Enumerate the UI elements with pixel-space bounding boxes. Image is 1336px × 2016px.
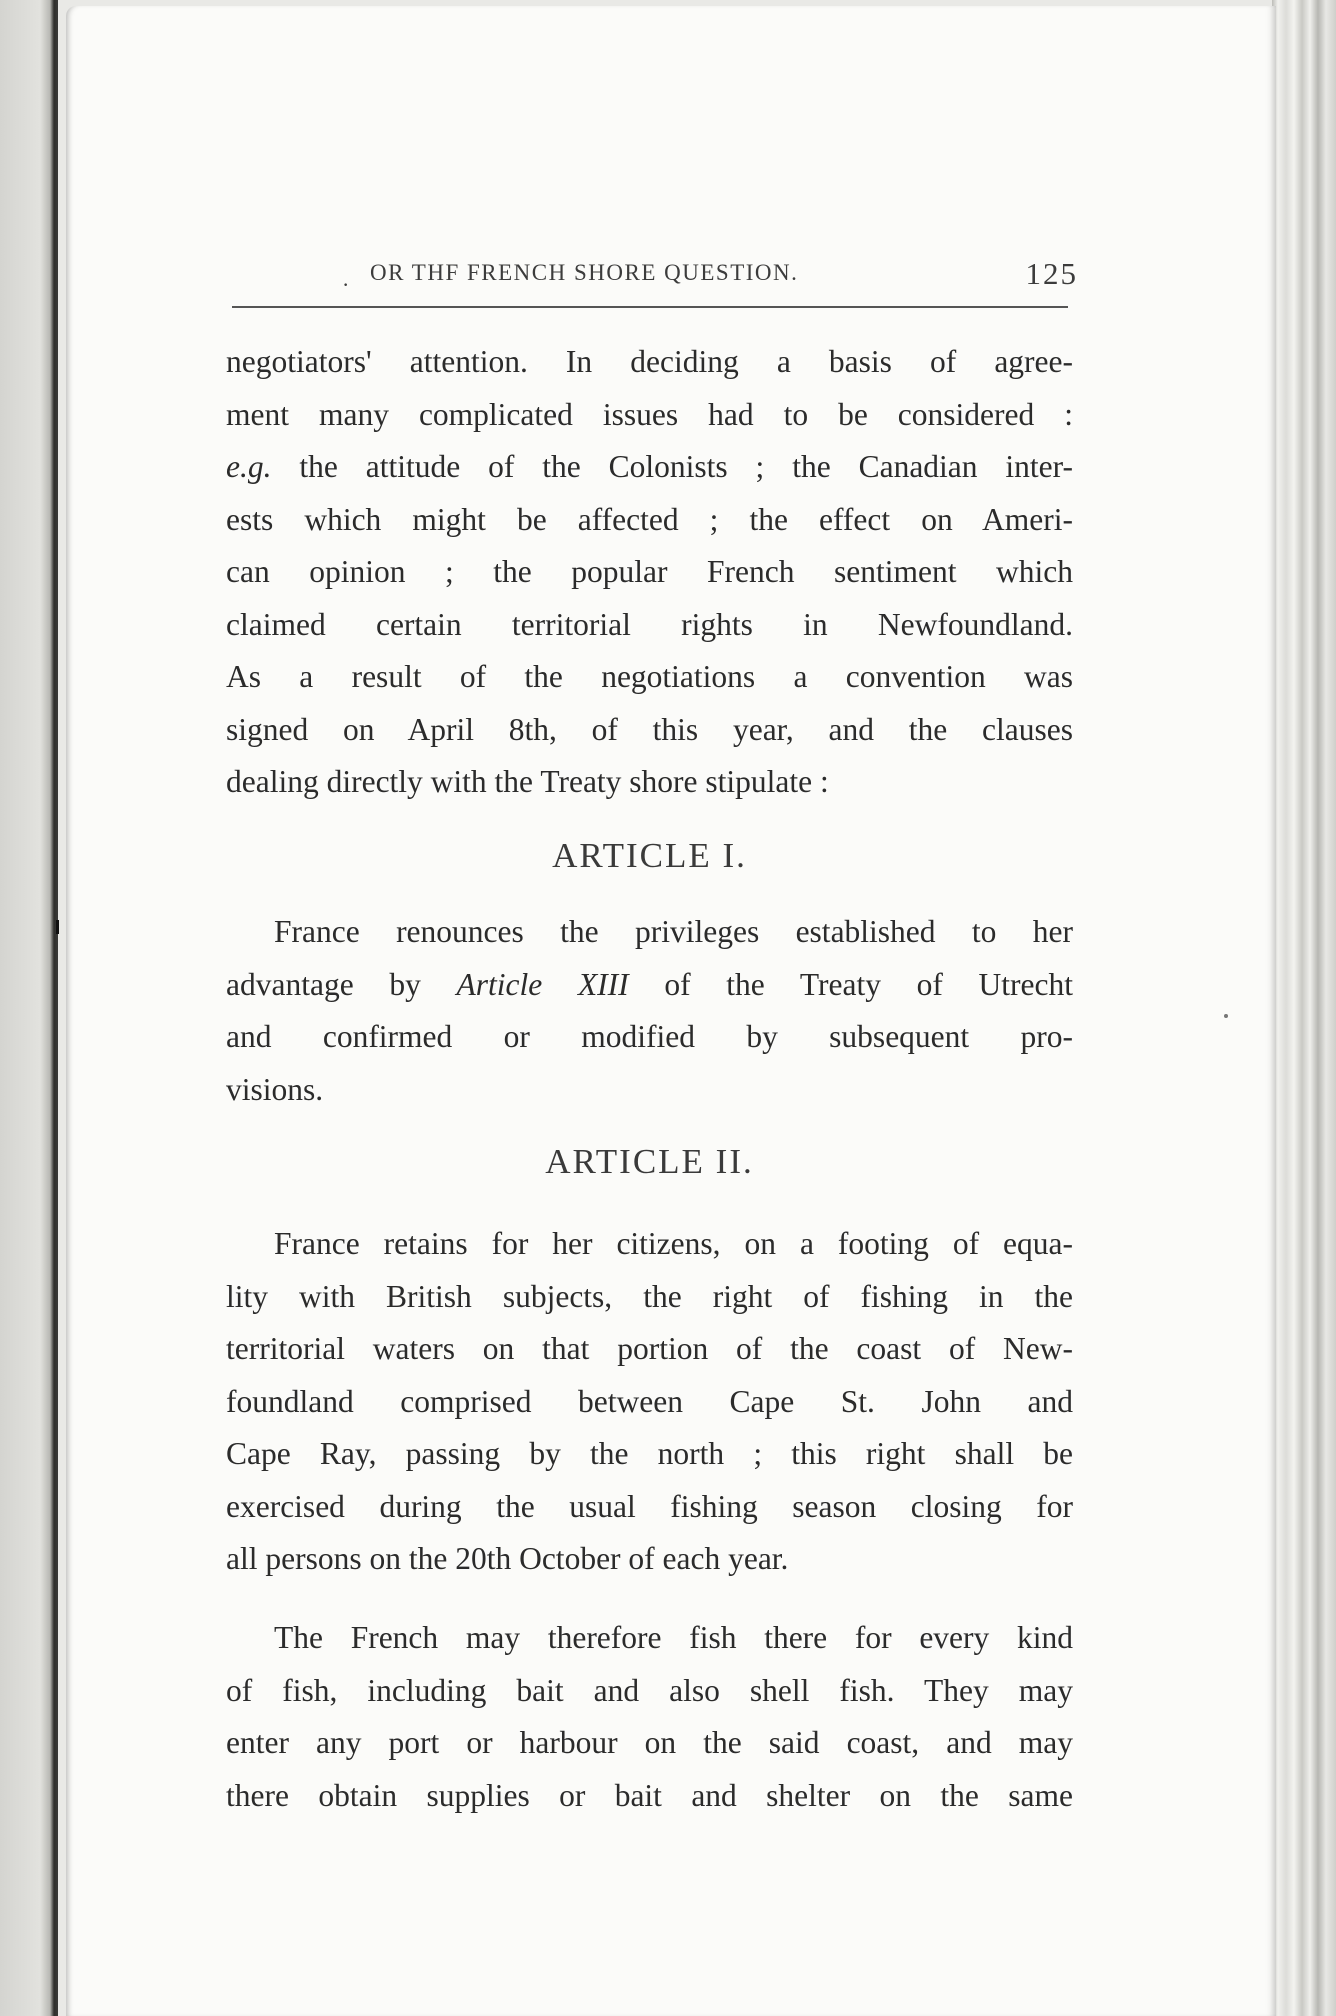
text-line: and confirmed or modified by subsequent pro-: [226, 1019, 1073, 1054]
paragraph-intro: [226, 336, 1073, 809]
paragraph-french-fishing: [226, 1612, 1073, 1822]
text-line: The French may therefore fish there for every kind: [274, 1620, 1073, 1655]
text-line-rest: the attitude of the Colonists ; the Canadian inter-: [299, 449, 1073, 484]
text-line: ment many complicated issues had to be considered :: [226, 396, 1073, 432]
article-2-body: [226, 1218, 1073, 1586]
article-1-body: [226, 906, 1073, 1116]
text-line: ests which might be affected ; the effect on Ameri-: [226, 501, 1073, 537]
text-line: As a result of the negotiations a convention was: [226, 659, 1073, 694]
text-line: signed on April 8th, of this year, and the clauses: [226, 711, 1073, 747]
page-header: [230, 258, 1080, 298]
text-line: visions.: [226, 1071, 324, 1107]
page-stack-right: [1272, 0, 1336, 2016]
eg-abbreviation: e.g.: [226, 449, 272, 484]
text-line: exercised during the usual fishing season closing for: [226, 1488, 1073, 1524]
binding-mark: [56, 920, 59, 934]
article-1-heading: ARTICLE I.: [552, 836, 747, 875]
page-number: 125: [1025, 256, 1078, 291]
running-head: OR THF FRENCH SHORE QUESTION.: [370, 260, 799, 285]
header-dot: ·: [342, 272, 350, 297]
text-line: dealing directly with the Treaty shore stipulate :: [226, 764, 829, 799]
text-line: foundland comprised between Cape St. John and: [226, 1383, 1073, 1419]
header-rule: [232, 306, 1068, 308]
text-line: negotiators' attention. In deciding a basis of agree-: [226, 344, 1073, 379]
text-line: [226, 959, 1073, 1012]
text-line: [226, 441, 1073, 494]
text-line: of fish, including bait and also shell fish. They may: [226, 1672, 1073, 1708]
text-line: lity with British subjects, the right of fishing in the: [226, 1278, 1073, 1314]
text-line: claimed certain territorial rights in Newfoundland.: [226, 606, 1073, 642]
text-line: Cape Ray, passing by the north ; this right shall be: [226, 1436, 1073, 1471]
text-line: can opinion ; the popular French sentiment which: [226, 554, 1073, 589]
text-line: territorial waters on that portion of the coast of New-: [226, 1331, 1073, 1366]
text-line: France renounces the privileges established to her: [274, 914, 1073, 949]
paper-speck: [1224, 1014, 1228, 1018]
text-line: enter any port or harbour on the said coast, and may: [226, 1725, 1073, 1760]
text-line: all persons on the 20th October of each year.: [226, 1541, 789, 1576]
article-2-heading: ARTICLE II.: [545, 1142, 754, 1181]
text-line: France retains for her citizens, on a footing of equa-: [274, 1226, 1073, 1261]
text-line: there obtain supplies or bait and shelter on the same: [226, 1777, 1073, 1813]
text-line-end: of the Treaty of Utrecht: [664, 966, 1073, 1002]
book-binding-left: [0, 0, 58, 2016]
treaty-article-reference: Article XIII: [456, 966, 629, 1002]
text-line-start: advantage by: [226, 966, 421, 1002]
